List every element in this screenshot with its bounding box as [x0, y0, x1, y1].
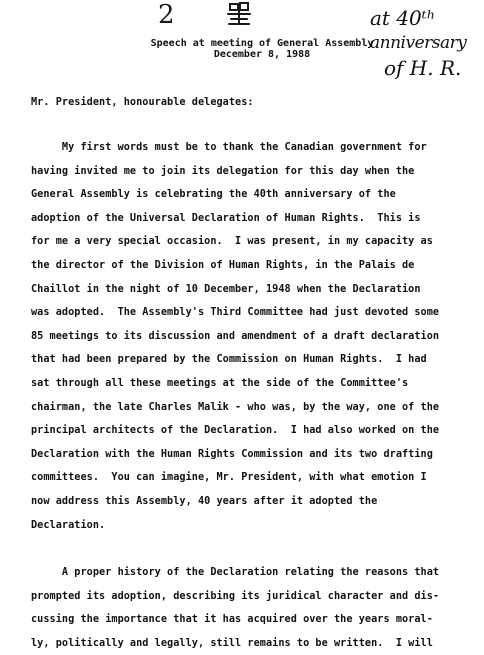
- text-line: having invited me to join its delegation for this day when the: [31, 165, 415, 177]
- paragraph: [31, 561, 479, 655]
- text-line: ly, politically and legally, still remains to be written. I will: [31, 637, 433, 649]
- salutation: Mr. President, honourable delegates:: [31, 97, 254, 108]
- text-line: was adopted. The Assembly's Third Committee had just devoted some: [31, 307, 440, 319]
- text-line: chairman, the late Charles Malik - who was, by the way, one of the: [31, 401, 440, 413]
- text-line: Declaration.: [31, 519, 106, 531]
- handwritten-stamp-mark: [226, 0, 252, 26]
- text-line: committees. You can imagine, Mr. President, with what emotion I: [31, 472, 427, 484]
- text-line: for me a very special occasion. I was present, in my capacity as: [31, 236, 433, 248]
- text-line: the director of the Division of Human Rights, in the Palais de: [31, 259, 415, 271]
- text-line: now address this Assembly, 40 years after it adopted the: [31, 495, 378, 507]
- annotation-line: of H. R.: [384, 56, 462, 80]
- document-header: [0, 38, 484, 60]
- handwritten-page-number: 2: [158, 0, 175, 30]
- speech-body: [31, 92, 479, 655]
- text-line: Chaillot in the night of 10 December, 1948 when the Declaration: [31, 283, 421, 295]
- annotation-line: at 40ᵗʰ: [370, 6, 436, 30]
- paragraph: [31, 136, 479, 537]
- text-line: prompted its adoption, describing its juridical character and dis-: [31, 590, 440, 602]
- text-line: General Assembly is celebrating the 40th anniversary of the: [31, 189, 396, 201]
- text-line: 85 meetings to its discussion and amendment of a draft declaration: [31, 330, 440, 342]
- text-line: Declaration with the Human Rights Commission and its two drafting: [31, 448, 433, 460]
- text-line: cussing the importance that it has acquired over the years moral-: [31, 614, 433, 626]
- text-line: My first words must be to thank the Canadian government for: [31, 142, 427, 153]
- annotation-line: anniversary: [370, 33, 467, 53]
- document-date: December 8, 1988: [213, 49, 311, 60]
- text-line: sat through all these meetings at the side of the Committee's: [31, 377, 409, 389]
- text-line: A proper history of the Declaration relating the reasons that: [31, 567, 440, 579]
- document-title: Speech at meeting of General Assembly: [150, 38, 374, 49]
- text-line: adoption of the Universal Declaration of Human Rights. This is: [31, 212, 421, 224]
- text-line: principal architects of the Declaration. I had also worked on the: [31, 425, 440, 437]
- text-line: that had been prepared by the Commission on Human Rights. I had: [31, 354, 427, 366]
